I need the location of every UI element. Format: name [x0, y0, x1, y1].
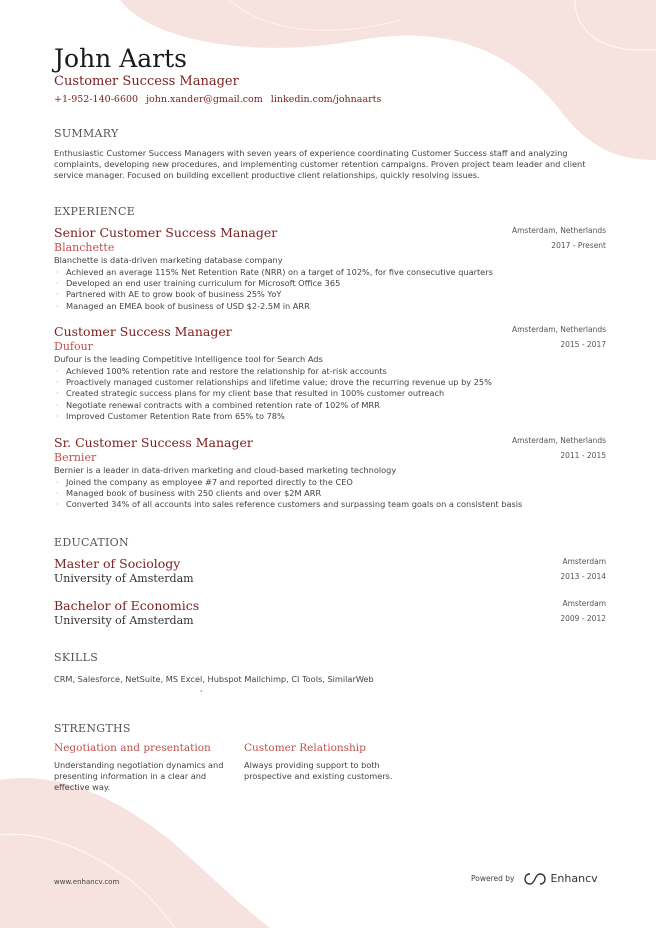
brand[interactable]	[524, 872, 597, 885]
job-bullet: · Converted 34% of all accounts into sales reference customers and surpassing team goals on a consistent basis	[54, 499, 606, 510]
education-dates: 2013 - 2014	[560, 572, 606, 581]
job-company: Blanchette	[54, 241, 115, 254]
job-location: Amsterdam, Netherlands	[512, 436, 606, 445]
job-meta	[512, 324, 606, 350]
strength-title: Customer Relationship	[244, 742, 366, 754]
job-bullet: · Partnered with AE to grow book of business 25% YoY	[54, 289, 606, 300]
education-heading: EDUCATION	[54, 536, 129, 549]
job-bullet: · Managed an EMEA book of business of USD $2-2.5M in ARR	[54, 301, 606, 312]
job-title: Customer Success Manager	[54, 324, 232, 339]
job-location: Amsterdam, Netherlands	[512, 325, 606, 334]
strength-item	[54, 742, 224, 794]
job-bullet: · Developed an end user training curriculum for Microsoft Office 365	[54, 278, 606, 289]
job-entry	[54, 225, 606, 312]
job-location: Amsterdam, Netherlands	[512, 226, 606, 235]
job-meta	[512, 435, 606, 461]
strength-title: Negotiation and presentation	[54, 742, 211, 754]
job-bullet: · Achieved an average 115% Net Retention Rate (NRR) on a target of 102%, for five consecutive quarters	[54, 267, 606, 278]
job-dates: 2015 - 2017	[560, 340, 606, 349]
job-description: Bernier is a leader in data-driven marketing and cloud-based marketing technology	[54, 465, 397, 475]
education-meta	[560, 598, 606, 624]
job-entry	[54, 324, 606, 422]
job-title: Sr. Customer Success Manager	[54, 435, 253, 450]
education-location: Amsterdam	[562, 557, 606, 566]
job-bullet: · Improved Customer Retention Rate from 65% to 78%	[54, 411, 606, 422]
job-meta	[512, 225, 606, 251]
job-bullet: · Joined the company as employee #7 and reported directly to the CEO	[54, 477, 606, 488]
education-dates: 2009 - 2012	[560, 614, 606, 623]
enhancv-logo-icon	[524, 873, 546, 885]
education-entry	[54, 598, 606, 627]
summary-heading: SUMMARY	[54, 127, 119, 140]
candidate-name: John Aarts	[54, 44, 188, 73]
education-entry	[54, 556, 606, 585]
linkedin-link[interactable]: linkedin.com/johnaarts	[270, 94, 382, 105]
strength-item	[244, 742, 414, 782]
job-bullet: · Created strategic success plans for my client base that resulted in 100% customer outreach	[54, 388, 606, 399]
job-entry	[54, 435, 606, 511]
job-company: Dufour	[54, 340, 93, 353]
job-bullet: · Negotiate renewal contracts with a combined retention rate of 102% of MRR	[54, 400, 606, 411]
skills-separator: ,	[200, 684, 203, 693]
education-degree: Bachelor of Economics	[54, 598, 200, 613]
job-description: Dufour is the leading Competitive Intelligence tool for Search Ads	[54, 354, 323, 364]
job-bullets	[54, 267, 606, 312]
summary-text: Enthusiastic Customer Success Managers with seven years of experience coordinating Customer Success staff and analyzing complaints, developing new procedures, and implementing customer retention campaigns. Proven project team leader and client service manager. Focused on building excellent productive client relationships, quickly resolving issues.	[54, 148, 586, 181]
job-dates: 2011 - 2015	[560, 451, 606, 460]
skills-list: CRM, Salesforce, NetSuite, MS Excel, Hubspot Mailchimp, CI Tools, SimilarWeb	[54, 674, 374, 684]
strengths-heading: STRENGTHS	[54, 722, 131, 735]
strength-description: Understanding negotiation dynamics and presenting information in a clear and effective way.	[54, 760, 224, 793]
brand-name: Enhancv	[550, 872, 598, 885]
education-degree: Master of Sociology	[54, 556, 181, 571]
experience-heading: EXPERIENCE	[54, 205, 136, 218]
job-bullet: · Achieved 100% retention rate and restore the relationship for at-risk accounts	[54, 366, 606, 377]
education-school: University of Amsterdam	[54, 572, 194, 585]
strength-description: Always providing support to both prospective and existing customers.	[244, 760, 393, 782]
job-bullet: · Proactively managed customer relationships and lifetime value; drove the recurring revenue up by 25%	[54, 377, 606, 388]
job-bullet: · Managed book of business with 250 clients and over $2M ARR	[54, 488, 606, 499]
job-bullets	[54, 366, 606, 422]
email-link[interactable]: john.xander@gmail.com	[146, 94, 263, 105]
job-description: Blanchette is data-driven marketing database company	[54, 255, 283, 265]
job-dates: 2017 - Present	[551, 241, 606, 250]
footer-site-link[interactable]: www.enhancv.com	[54, 878, 120, 886]
job-bullets	[54, 477, 606, 511]
education-school: University of Amsterdam	[54, 614, 194, 627]
job-company: Bernier	[54, 451, 97, 464]
footer-branding	[471, 872, 598, 885]
powered-by-label: Powered by	[471, 874, 515, 883]
contact-info	[54, 94, 381, 105]
education-meta	[560, 556, 606, 582]
phone-link[interactable]: +1-952-140-6600	[54, 94, 139, 105]
candidate-title: Customer Success Manager	[54, 74, 239, 89]
education-location: Amsterdam	[562, 599, 606, 608]
job-title: Senior Customer Success Manager	[54, 225, 278, 240]
skills-heading: SKILLS	[54, 651, 99, 664]
